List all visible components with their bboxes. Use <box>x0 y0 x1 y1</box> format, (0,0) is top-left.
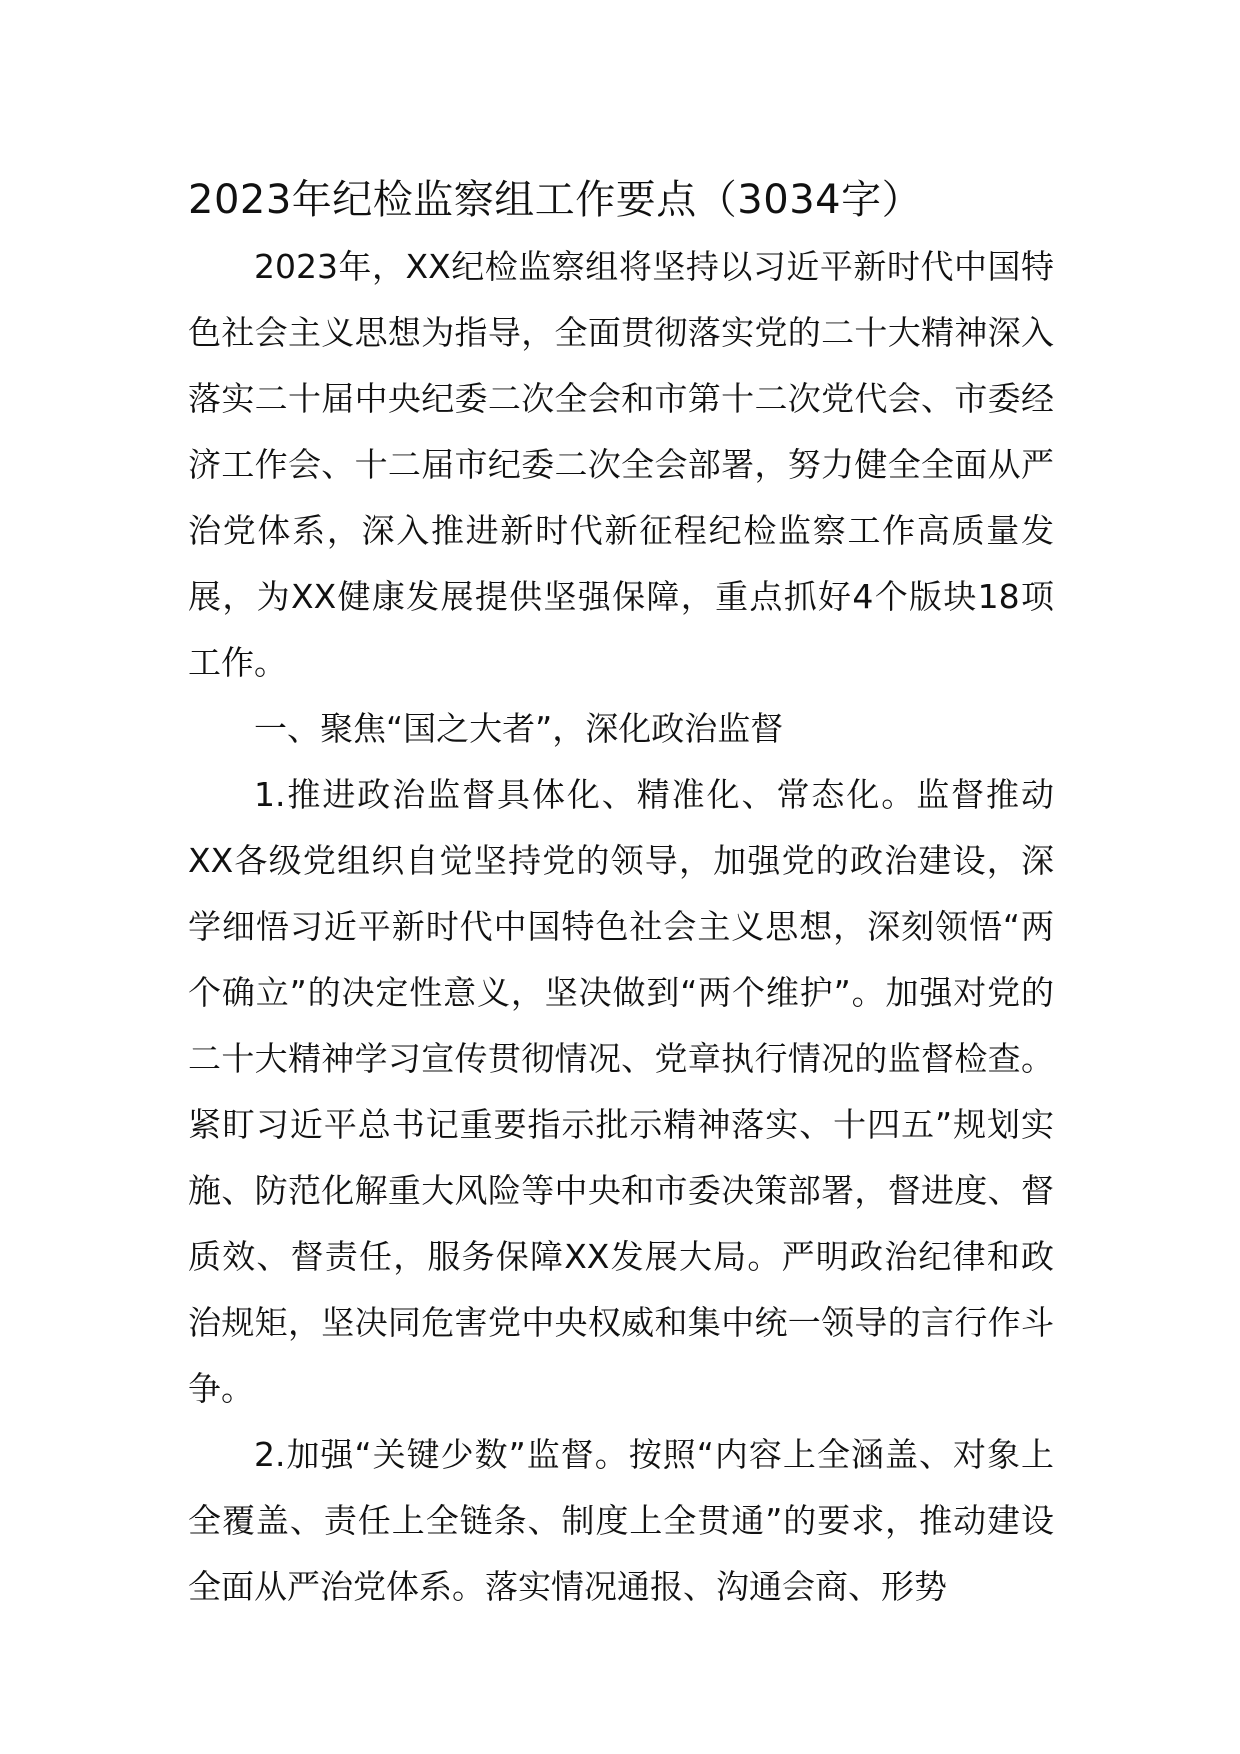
document-body <box>188 234 1054 1620</box>
item-paragraph-2: 2.加强“关键少数”监督。按照“内容上全涵盖、对象上全覆盖、责任上全链条、制度上全贯通”的要求，推动建设全面从严治党体系。落实情况通报、沟通会商、形势 <box>188 1435 1054 1606</box>
intro-paragraph: 2023年，XX纪检监察组将坚持以习近平新时代中国特色社会主义思想为指导，全面贯彻落实党的二十大精神深入落实二十届中央纪委二次全会和市第十二次党代会、市委经济工作会、十二届市纪委二次全会部署，努力健全全面从严治党体系，深入推进新时代新征程纪检监察工作高质量发展，为XX健康发展提供坚强保障，重点抓好4个版块18项工作。 <box>188 247 1054 682</box>
section-heading-1: 一、聚焦“国之大者”，深化政治监督 <box>254 709 784 748</box>
document-title: 2023年纪检监察组工作要点（3034字） <box>188 177 923 223</box>
item-paragraph-1: 1.推进政治监督具体化、精准化、常态化。监督推动XX各级党组织自觉坚持党的领导，加强党的政治建设，深学细悟习近平新时代中国特色社会主义思想，深刻领悟“两个确立”的决定性意义，坚决做到“两个维护”。加强对党的二十大精神学习宣传贯彻情况、党章执行情况的监督检查。紧盯习近平总书记重要指示批示精神落实、十四五”规划实施、防范化解重大风险等中央和市委决策部署，督进度、督质效、督责任，服务保障XX发展大局。严明政治纪律和政治规矩，坚决同危害党中央权威和集中统一领导的言行作斗争。 <box>188 775 1054 1408</box>
